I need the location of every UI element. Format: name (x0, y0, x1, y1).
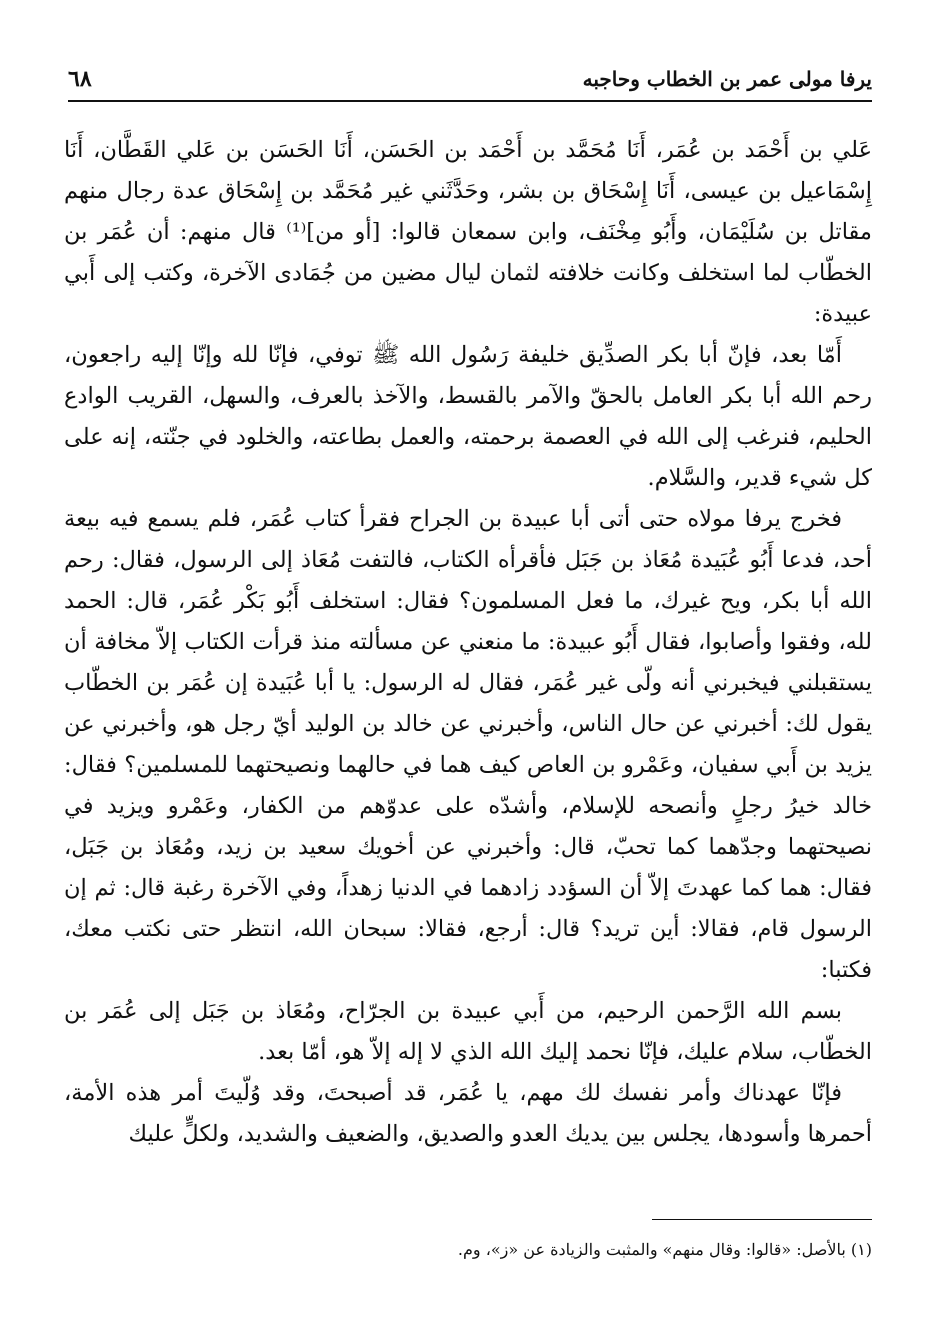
paragraph-letter-umar: أَمّا بعد، فإنّ أبا بكر الصدِّيق خليفة رَسُول الله ﷺ توفي، فإنّا لله وإنّا إليه راجعون، رحم الله أبا بكر العامل بالحقّ والآمر بالقسط، والآخذ بالعرف، والسهل، القريب الوادع الحليم، فنرغب إلى الله في العصمة برحمته، والعمل بطاعته، والخلود في جنّته، إنه على كل شيء قدير، والسَّلام. (64, 342, 872, 491)
running-header (68, 62, 872, 102)
footnote: (١) بالأصل: «قالوا: وقال منهم» والمثبت والزيادة عن «ز»، وم. (457, 1240, 872, 1259)
paragraph-isnad: عَلي بن أَحْمَد بن عُمَر، أَنَا مُحَمَّد بن أَحْمَد بن الحَسَن، أَنَا الحَسَن بن عَلي القَطَّان، أَنَا إِسْمَاعيل بن عيسى، أَنَا إِسْحَاق بن بشر، وحَدَّثَني غير مُحَمَّد بن إِسْحَاق عدة رجال منهم مقاتل بن سُلَيْمَان، وأَبُو مِخْنَف، وابن سمعان قالوا: [أو من]⁽¹⁾ قال منهم: أن عُمَر بن الخطّاب لما استخلف وكانت خلافته لثمان ليال مضين من جُمَادى الآخرة، وكتب إلى أَبي عبيدة: (64, 137, 872, 327)
paragraph-reply-opening: بسم الله الرَّحمن الرحيم، من أَبي عبيدة بن الجرّاح، ومُعَاذ بن جَبَل إلى عُمَر بن الخطّاب، سلام عليك، فإنّا نحمد إليك الله الذي لا إله إلاّ هو، أمّا بعد. (64, 998, 872, 1065)
paragraph-narrative: فخرج يرفا مولاه حتى أتى أبا عبيدة بن الجراح فقرأ كتاب عُمَر، فلم يسمع فيه بيعة أحد، فدعا أَبُو عُبَيدة مُعَاذ بن جَبَل فأقرأه الكتاب، فالتفت مُعَاذ إلى الرسول، فقال: رحم الله أبا بكر، ويح غيرك، ما فعل المسلمون؟ فقال: استخلف أَبُو بَكْر عُمَر، قال: الحمد لله، وفقوا وأصابوا، فقال أَبُو عبيدة: ما منعني عن مسألته منذ قرأت الكتاب إلاّ مخافة أن يستقبلني فيخبرني أنه ولّى غير عُمَر، فقال له الرسول: يا أبا عُبَيدة إن عُمَر بن الخطّاب يقول لك: أخبرني عن حال الناس، وأخبرني عن خالد بن الوليد أيّ رجل هو، وأخبرني عن يزيد بن أَبي سفيان، وعَمْرو بن العاص كيف هما في حالهما ونصيحتهما للمسلمين؟ فقال: خالد خيرُ رجلٍ وأنصحه للإسلام، وأشدّه على عدوّهم من الكفار، وعَمْرو ويزيد في نصيحتهما وجدّهما كما تحبّ، قال: وأخبرني عن أخويك سعيد بن زيد، ومُعَاذ بن جَبَل، فقال: هما كما عهدتَ إلاّ أن السؤدد زادهما في الدنيا زهداً، وفي الآخرة رغبة قال: ثم إن الرسول قام، فقالا: أين تريد؟ قال: أرجع، فقالا: سبحان الله، انتظر حتى نكتب معك، فكتبا: (64, 506, 872, 983)
main-text (64, 130, 872, 1155)
page-number: ٦٨ (68, 66, 92, 92)
footnote-divider (652, 1219, 872, 1220)
paragraph-reply-body: فإنّا عهدناك وأمر نفسك لك مهم، يا عُمَر، قد أصبحتَ، وقد وُلّيتَ أمر هذه الأمة، أحمرها وأسودها، يجلس بين يديك العدو والصديق، والضعيف والشديد، ولكلٍّ عليك (64, 1080, 872, 1147)
chapter-title: يرفا مولى عمر بن الخطاب وحاجبه (582, 67, 872, 91)
